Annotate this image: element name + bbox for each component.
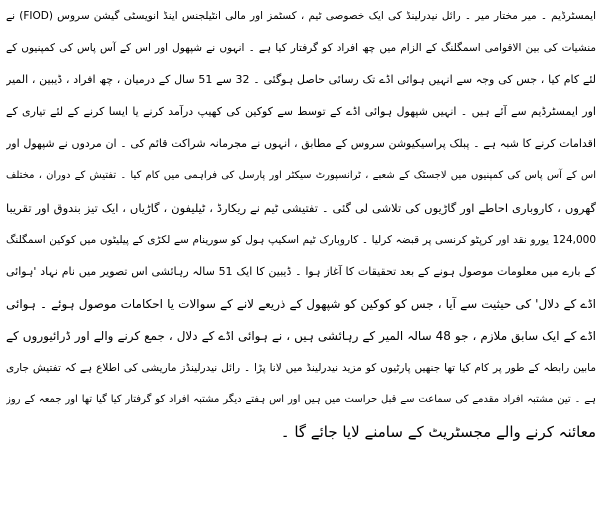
article-line: اقدامات کرنے کا شبہ ہے ۔ پبلک پراسیکیوشن سروس کے مطابق ، انہوں نے مجرمانہ شراکت قائم کی ۔ ان مردوں نے شپھول اور <box>6 137 596 150</box>
article-line: گھروں ، کاروباری احاطے اور گاڑیوں کی تلاشی لی گئی ۔ تفتیشی ٹیم نے ریکارڈ ، ٹیلیفون ، گاڑیاں ، ایک تیز بندوق اور تقریبا <box>6 201 596 215</box>
article-line: 124,000 یورو نقد اور کرپٹو کرنسی پر قبضہ کرلیا ۔ کاروبارک ٹیم اسکیپ ہول کو سورینام سے لکڑی کے پیلیٹوں میں کوکین اسمگلنگ <box>6 234 596 246</box>
article-line: اس کے آس پاس کی کمپنیوں میں لاجسٹک کے شعبے ، ٹرانسپورٹ سیکٹر اور پارسل کی فراہمی میں کام کیا ۔ تفتیش کے دوران ، مختلف <box>6 170 596 181</box>
article-line: ہے ۔ تین مشتبہ افراد مقدمے کی سماعت سے قبل حراست میں ہیں اور اس ہفتے دیگر مشتبہ افراد کو گرفتار کیا گیا تھا اور جمعہ کے روز <box>6 394 596 405</box>
article-line: اڈے کے دلال' کی حیثیت سے آیا ، جس کو کوکین کو شپھول کے ذریعے لانے کے سوالات یا احکامات موصول ہوئے ۔ ہوائی <box>6 297 596 311</box>
article-line: ایمسٹرڈیم ۔ میر مختار میر ۔ رائل نیدرلینڈ کی ایک خصوصی ٹیم ، کسٹمز اور مالی انٹیلجنس اینڈ انویسٹی گیشن سروس (FIOD) نے <box>6 10 596 22</box>
article-line-final: معائنہ کرنے والے مجسٹریٹ کے سامنے لایا جائے گا ۔ <box>280 423 596 441</box>
article-line: مابین رابطہ کے طور پر کام کیا تھا جنھیں پارٹیوں کو مزید نیدرلینڈ میں لانا پڑا ۔ رائل نیدرلینڈز ماریشی کی اطلاع ہے کہ تفتیش جاری <box>6 362 596 374</box>
article-line: کے بارے میں معلومات موصول ہونے کے بعد تحقیقات کا آغاز ہوا ۔ ڈیبین کا ایک 51 سالہ رہائشی اس تصویر میں نام نہاد 'ہوائی <box>6 265 596 278</box>
article-line: اور ایمسٹرڈیم سے آئے ہیں ۔ انہیں شپھول ہوائی اڈے کے توسط سے کوکین کی کھیپ درآمد کرنے یا ایسا کرنے کے لئے تیاری کے <box>6 105 596 118</box>
article-line: اڈے کے ایک سابق ملازم ، جو 48 سالہ المیر کے رہائشی ہیں ، نے ہوائی اڈے کے دلال ، جمع کرنے والے اور ڈرائیوروں کے <box>6 329 596 343</box>
article-line: لئے کام کیا ، جس کی وجہ سے انہیں ہوائی اڈے تک رسائی حاصل ہوگئی ۔ 32 سے 51 سال کے درمیان ، چھ افراد ، ڈیبین ، المیر <box>6 73 596 86</box>
article-line: منشیات کی بین الاقوامی اسمگلنگ کے الزام میں چھ افراد کو گرفتار کیا ہے ۔ انہوں نے شپھول اور اس کے آس پاس کی کمپنیوں کے <box>6 42 596 54</box>
news-article <box>6 0 596 523</box>
